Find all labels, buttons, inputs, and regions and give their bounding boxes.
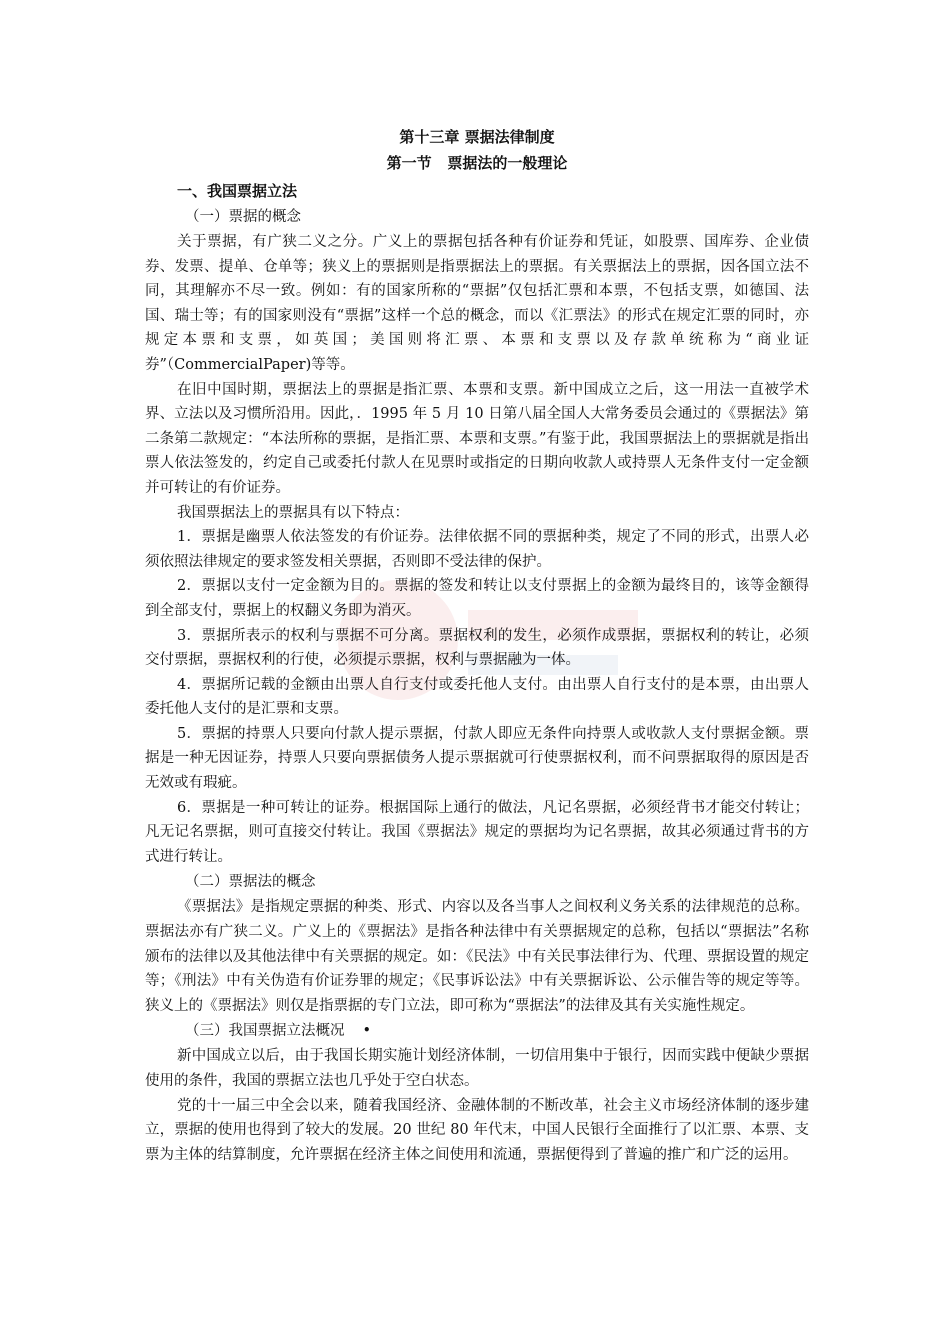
document-body (145, 124, 809, 1167)
paragraph: 5．票据的持票人只要向付款人提示票据，付款人即应无条件向持票人或收款人支付票据金额。票据是一种无因证券，持票人只要向票据债务人提示票据就可行使票据权利，而不问票据取得的原因是否无效或有瑕疵。 (145, 725, 809, 792)
paragraph: 我国票据法上的票据具有以下特点： (177, 504, 409, 521)
subheading-legislation-overview (185, 1018, 809, 1044)
paragraph: 1．票据是幽票人依法签发的有价证券。法律依据不同的票据种类，规定了不同的形式，出票人必须依照法律规定的要求签发相关票据，否则即不受法律的保护。 (145, 529, 809, 570)
paragraph: 《票据法》是指规定票据的种类、形式、内容以及各当事人之间权利义务关系的法律规范的总称。票据法亦有广狭二义。广义上的《票据法》是指各种法律中有关票据规定的总称，包括以“票据法”名称颁布的法律以及其他法律中有关票据的规定。如：《民法》中有关民事法律行为、代理、票据设置的规定等；《刑法》中有关伪造有价证券罪的规定；《民事诉讼法》中有关票据诉讼、公示催告等的规定等等。狭义上的《票据法》则仅是指票据的专门立法，即可称为“票据法”的法律及其有关实施性规定。 (145, 899, 809, 1014)
subheading-bill-concept: （一）票据的概念 (185, 209, 301, 225)
subheading-text: （三）我国票据立法概况 (185, 1023, 345, 1040)
section-title: 第一节 票据法的一般理论 (386, 154, 568, 172)
paragraph: 2．票据以支付一定金额为目的。票据的签发和转让以支付票据上的金额为最终目的，该等金额得到全部支付，票据上的权翻义务即为消灭。 (145, 578, 809, 619)
paragraph: 新中国成立以后，由于我国长期实施计划经济体制，一切信用集中于银行，因而实践中便缺少票据使用的条件，我国的票据立法也几乎处于空白状态。 (145, 1048, 809, 1089)
subheading-bill-law-concept: （二）票据法的概念 (185, 874, 316, 891)
paragraph: 党的十一届三中全会以来，随着我国经济、金融体制的不断改革，社会主义市场经济体制的逐步建立，票据的使用也得到了较大的发展。20 世纪 80 年代末，中国人民银行全面推行了以汇票、本票、支票为主体的结算制度，允许票据在经济主体之间使用和流通，票据便得到了普遍的推广和广泛的运用。 (145, 1097, 809, 1163)
paragraph: 3．票据所表示的权利与票据不可分离。票据权利的发生，必须作成票据，票据权利的转让，必须交付票据，票据权利的行使，必须提示票据，权利与票据融为一体。 (145, 627, 809, 669)
paragraph: 在旧中国时期，票据法上的票据是指汇票、本票和支票。新中国成立之后，这一用法一直被学术界、立法以及习惯所沿用。因此，．1995 年 5 月 10 日第八届全国人大常务委员会通过的《票据法》第二条第二款规定：“本法所称的票据，是指汇票、本票和支票。”有鉴于此，我国票据法上的票据就是指出票人依法签发的，约定自己或委托付款人在见票时或指定的日期向收款人或持票人无条件支付一定金额并可转让的有价证券。 (145, 381, 809, 496)
paragraph: 6．票据是一种可转让的证券。根据国际上通行的做法，凡记名票据，必须经背书才能交付转让；凡无记名票据，则可直接交付转让。我国《票据法》规定的票据均为记名票据，故其必须通过背书的方式进行转让。 (145, 799, 809, 865)
paragraph: 4．票据所记载的金额由出票人自行支付或委托他人支付。由出票人自行支付的是本票，由出票人委托他人支付的是汇票和支票。 (145, 676, 809, 718)
bullet-mark: • (362, 1023, 372, 1040)
paragraph: 关于票据，有广狭二义之分。广义上的票据包括各种有价证券和凭证，如股票、国库券、企业债券、发票、提单、仓单等；狭义上的票据则是指票据法上的票据。有关票据法上的票据，因各国立法不同，其理解亦不尽一致。例如：有的国家所称的“票据”仅包括汇票和本票，不包括支票，如德国、法国、瑞士等；有的国家则没有“票据”这样一个总的概念，而以《汇票法》的形式在规定汇票的同时，亦规定本票和支票，如英国；美国则将汇票、本票和支票以及存款单统称为“商业证券”（CommercialPaper)等等。 (145, 234, 809, 373)
heading-legislation: 一、我国票据立法 (177, 182, 298, 200)
chapter-title: 第十三章 票据法律制度 (399, 128, 555, 146)
